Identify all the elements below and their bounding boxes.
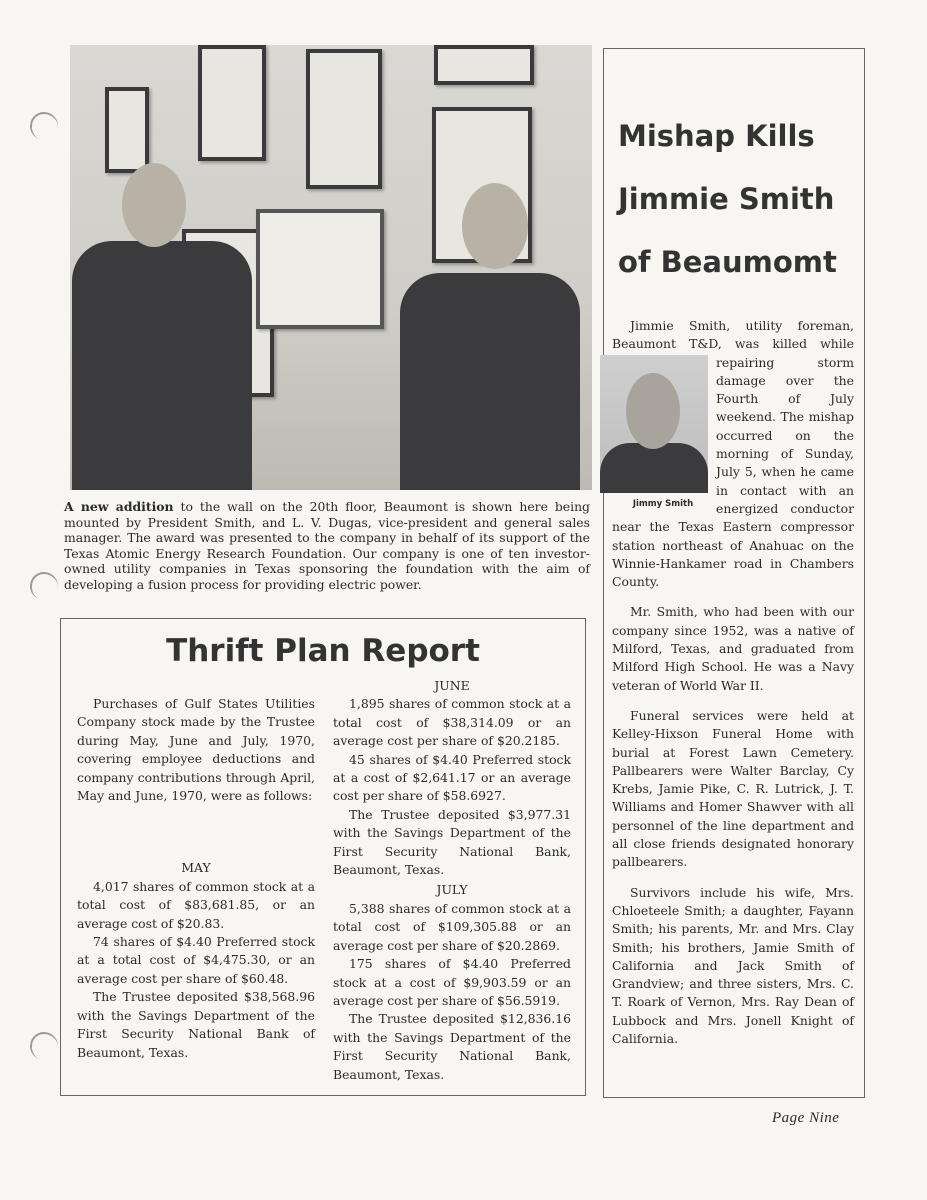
thrift-plan-report bbox=[60, 618, 586, 1096]
obituary-para: Jimmie Smith, utility foreman, Beaumont T&D, was killed while Jimmy Smith repairing storm damage over the Fourth of July weekend. The mishap occurred on the morning of Sunday, July 5, when he came in contact with an energized conductor near the Texas Eastern compressor station northeast of Anahuac on the Winnie-Hankamer road in Chambers County. bbox=[612, 317, 854, 591]
person-right bbox=[400, 273, 580, 490]
june-common: 1,895 shares of common stock at a total cost of $38,314.09 or an average cost per share of $20.2185. bbox=[333, 696, 571, 749]
obituary-body bbox=[612, 317, 854, 1060]
person-left-head bbox=[122, 163, 186, 247]
thrift-title: Thrift Plan Report bbox=[166, 633, 480, 669]
june-preferred: 45 shares of $4.40 Preferred stock at a cost of $2,641.17 or an average cost per share of $58.6927. bbox=[333, 751, 571, 804]
month-heading-june: JUNE bbox=[434, 678, 470, 693]
obituary-para: Funeral services were held at Kelley-Hixson Funeral Home with burial at Forest Lawn Cemetery. Pallbearers were Walter Barclay, Cy Krebs, Jamie Pike, C. R. Lutrick, J. T. Williams and Homer Shawver with all personnel of the line department and all close friends designated honorary pallbearers. bbox=[612, 707, 854, 870]
may-common: 4,017 shares of common stock at a total cost of $83,681.85, or an average cost of $20.83. bbox=[77, 878, 315, 931]
obituary-headline bbox=[618, 105, 837, 294]
caption-text: to the wall on the 20th floor, Beaumont is shown here being mounted by President Smith, and L. V. Dugas, vice-president and general sales manager. The award was presented to the company in behalf of its support of the Texas Atomic Energy Research Foundation. Our company is one of ten investor-owned utility companies in Texas sponsoring the foundation with the aim of developing a fusion process for providing electric power. bbox=[64, 499, 590, 592]
month-heading-may: MAY bbox=[181, 860, 211, 876]
portrait-photo bbox=[600, 355, 708, 493]
wall-frame bbox=[105, 87, 149, 173]
july-common: 5,388 shares of common stock at a total cost of $109,305.88 or an average cost per share of $20.2869. bbox=[333, 900, 571, 953]
wall-frame bbox=[198, 45, 266, 161]
caption-lead: A new addition bbox=[64, 499, 174, 514]
punch-hole bbox=[28, 570, 60, 602]
june-deposit: The Trustee deposited $3,977.31 with the Savings Department of the First Security National Bank, Beaumont, Texas. bbox=[333, 806, 571, 878]
punch-hole bbox=[28, 110, 60, 142]
obituary-article bbox=[603, 48, 865, 1098]
person-right-head bbox=[462, 183, 528, 269]
award-plaque bbox=[256, 209, 384, 329]
photo-caption bbox=[64, 499, 590, 593]
portrait-caption: Jimmy Smith bbox=[632, 498, 694, 509]
month-heading-july: JULY bbox=[436, 882, 468, 898]
thrift-right-column bbox=[333, 677, 571, 1084]
wall-frame bbox=[306, 49, 382, 189]
obituary-para: Mr. Smith, who had been with our company since 1952, was a native of Milford, Texas, and graduated from Milford High School. He was a Navy veteran of World War II. bbox=[612, 604, 854, 693]
may-deposit: The Trustee deposited $38,568.96 with the Savings Department of the First Security National Bank of Beaumont, Texas. bbox=[77, 989, 315, 1060]
page-number: Page Nine bbox=[772, 1110, 840, 1126]
person-left bbox=[72, 241, 252, 490]
headline-line: of Beaumomt bbox=[618, 245, 837, 279]
thrift-left-column bbox=[77, 695, 315, 1062]
may-preferred: 74 shares of $4.40 Preferred stock at a total cost of $4,475.30, or an average cost per share of $60.48. bbox=[77, 934, 315, 986]
punch-hole bbox=[28, 1030, 60, 1062]
obituary-para: Survivors include his wife, Mrs. Chloeteele Smith; a daughter, Fayann Smith; his parents, Mr. and Mrs. Clay Smith; his brothers, Jamie Smith of California and Jack Smith of Grandview; and three sisters, Mrs. C. T. Roark of Vernon, Mrs. Ray Dean of Lubbock and Mrs. Jonell Knight of California. bbox=[612, 884, 854, 1046]
thrift-intro: Purchases of Gulf States Utilities Company stock made by the Trustee during May, June and July, 1970, covering employee deductions and company contributions through April, May and June, 1970, were as follows: bbox=[77, 696, 315, 804]
july-preferred: 175 shares of $4.40 Preferred stock at a cost of $9,903.59 or an average cost per share of $56.5919. bbox=[333, 956, 571, 1008]
july-deposit: The Trustee deposited $12,836.16 with the Savings Department of the First Security National Bank, Beaumont, Texas. bbox=[333, 1011, 571, 1082]
headline-line: Mishap Kills bbox=[618, 119, 815, 153]
wall-frame bbox=[434, 45, 534, 85]
headline-line: Jimmie Smith bbox=[618, 182, 835, 216]
award-photo bbox=[70, 45, 592, 490]
